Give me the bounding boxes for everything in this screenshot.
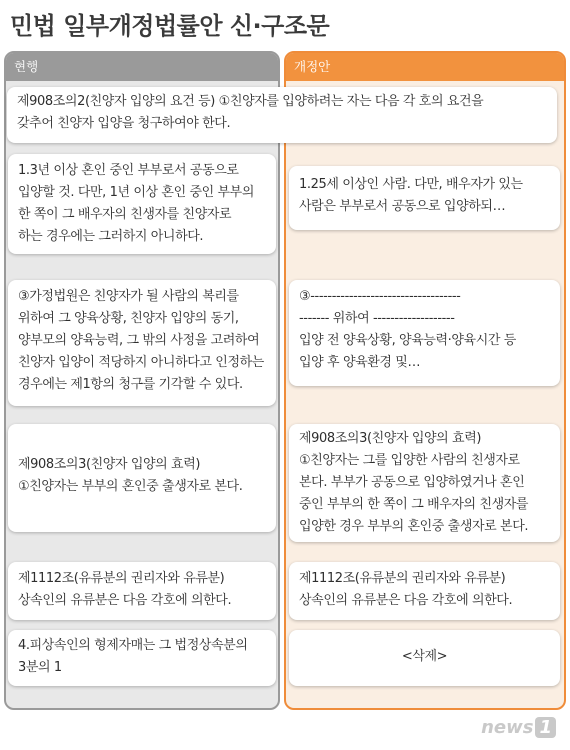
page-title: 민법 일부개정법률안 신·구조문 [10,12,330,40]
news1-logo-text: news [481,717,534,738]
news1-logo [481,717,556,738]
current-article-1112: 제1112조(유류분의 권리자와 유류분) 상속인의 유류분은 다음 각호에 의한다. [8,562,276,620]
amendment-header: 개정안 [286,53,564,81]
amendment-article-1112: 제1112조(유류분의 권리자와 유류분) 상속인의 유류분은 다음 각호에 의한다. [289,562,560,620]
amendment-clause-4-deleted: <삭제> [289,630,560,686]
current-clause-3: ③가정법원은 친양자가 될 사람의 복리를 위하여 그 양육상황, 친양자 입양의 동기, 양부모의 양육능력, 그 밖의 사정을 고려하여 친양자 입양이 적당하지 아니하다고 인정하는 경우에는 제1항의 청구를 기각할 수 있다. [8,280,276,406]
amendment-article-908-3: 제908조의3(친양자 입양의 효력) ①친양자는 그를 입양한 사람의 친생자로 본다. 부부가 공동으로 입양하였거나 혼인 중인 부부의 한 쪽이 그 배우자의 친생자를 입양한 경우 부부의 혼인중 출생자로 본다. [289,424,560,542]
current-law-header: 현행 [6,53,278,81]
amendment-clause-3: ③----------------------------------- ------- 위하여 ------------------- 입양 전 양육상황, 양육능력·양육시간 등 입양 후 양육환경 및… [289,280,560,386]
amendment-clause-1: 1.25세 이상인 사람. 다만, 배우자가 있는 사람은 부부로서 공동으로 입양하되… [289,166,560,230]
current-article-908-3: 제908조의3(친양자 입양의 효력) ①친양자는 부부의 혼인중 출생자로 본다. [8,424,276,532]
shared-article-card: 제908조의2(친양자 입양의 요건 등) ①친양자를 입양하려는 자는 다음 각 호의 요건을 갖추어 친양자 입양을 청구하여야 한다. [7,87,557,143]
current-clause-1: 1.3년 이상 혼인 중인 부부로서 공동으로 입양할 것. 다만, 1년 이상 혼인 중인 부부의 한 쪽이 그 배우자의 친생자를 친양자로 하는 경우에는 그러하지 아니하다. [8,154,276,254]
news1-logo-badge: 1 [535,717,556,738]
current-clause-4: 4.피상속인의 형제자매는 그 법정상속분의 3분의 1 [8,630,276,686]
